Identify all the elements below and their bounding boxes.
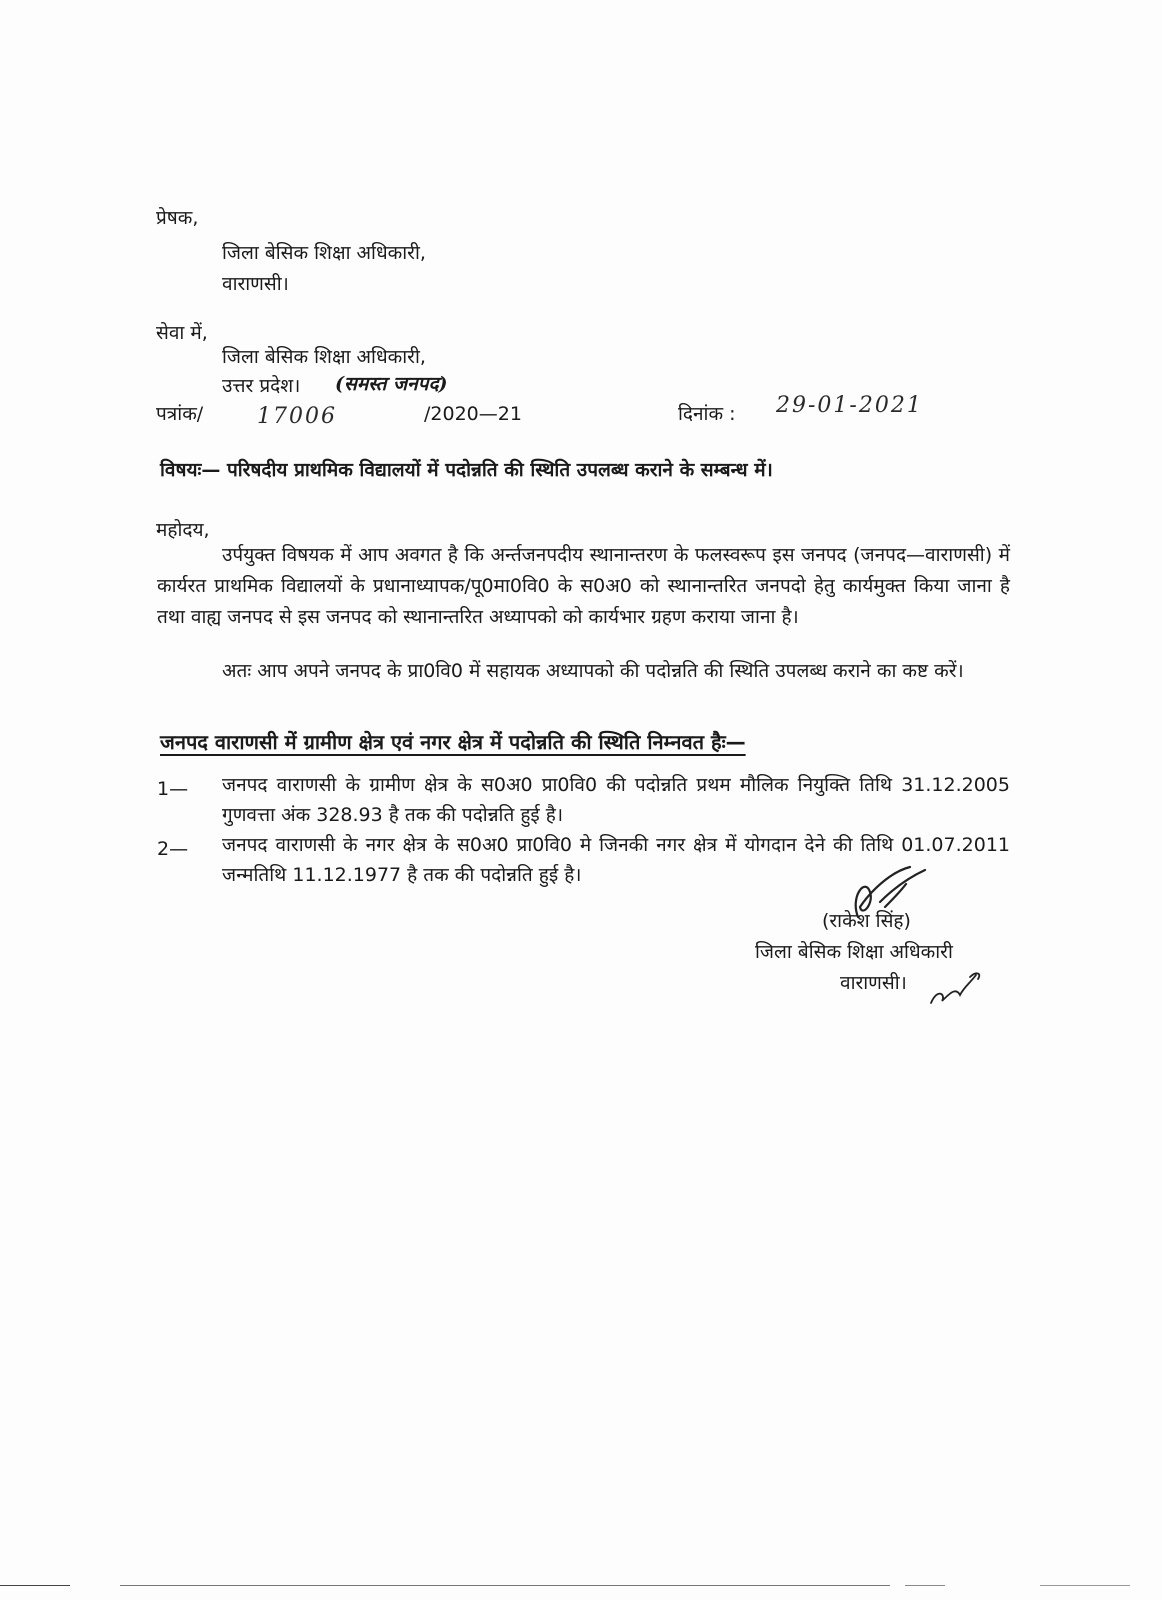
recipient-place: उत्तर प्रदेश।: [222, 375, 301, 397]
body-paragraph-2: अतः आप अपने जनपद के प्रा0वि0 में सहायक अध्यापको की पदोन्नति की स्थिति उपलब्ध कराने का कष्ट करें।: [222, 660, 964, 682]
point-2-number: 2—: [157, 838, 189, 860]
handwritten-reference-number: 17006: [257, 404, 337, 429]
section-heading: जनपद वाराणसी में ग्रामीण क्षेत्र एवं नगर क्षेत्र में पदोन्नति की स्थिति निम्नवत हैः—: [160, 730, 746, 754]
reference-year: /2020—21: [424, 403, 522, 425]
point-1-number: 1—: [157, 778, 189, 800]
initials-scribble: [926, 965, 986, 1010]
recipient-label: सेवा में,: [156, 322, 208, 344]
point-2-text: जनपद वाराणसी के नगर क्षेत्र के स0अ0 प्रा0वि0 मे जिनकी नगर क्षेत्र में योगदान देने की तिथि 01.07.2011 जन्मतिथि 11.12.1977 है तक की पदोन्नति हुई है।: [222, 834, 1010, 886]
sender-designation: जिला बेसिक शिक्षा अधिकारी,: [222, 242, 426, 264]
bottom-rule-middle: [120, 1585, 890, 1586]
handwritten-recipient-note: (समस्त जनपद): [335, 373, 448, 395]
subject: [160, 455, 1098, 485]
signatory-designation: जिला बेसिक शिक्षा अधिकारी: [755, 941, 953, 963]
sender-place: वाराणसी।: [222, 273, 289, 295]
date-label: दिनांक :: [678, 403, 736, 425]
bottom-rule-left: [0, 1585, 70, 1586]
reference-label: पत्रांक/: [156, 403, 204, 425]
sender-label: प्रेषक,: [156, 207, 199, 229]
handwritten-date: 29-01-2021: [776, 393, 923, 418]
bottom-rule-far-right: [1040, 1585, 1130, 1586]
signatory-name: (राकेश सिंह): [822, 910, 911, 932]
recipient-designation: जिला बेसिक शिक्षा अधिकारी,: [222, 346, 426, 368]
salutation: महोदय,: [156, 519, 210, 541]
subject-text: परिषदीय प्राथमिक विद्यालयों में पदोन्नति की स्थिति उपलब्ध कराने के सम्बन्ध में।: [226, 459, 773, 481]
signatory-place: वाराणसी।: [840, 972, 907, 994]
subject-label: विषयः—: [160, 459, 221, 481]
point-1-text: जनपद वाराणसी के ग्रामीण क्षेत्र के स0अ0 प्रा0वि0 की पदोन्नति प्रथम मौलिक नियुक्ति तिथि 31.12.2005 गुणवत्ता अंक 328.93 है तक की पदोन्नति हुई है।: [222, 774, 1010, 826]
bottom-rule-right: [905, 1585, 945, 1586]
body-paragraph-1: उर्पयुक्त विषयक में आप अवगत है कि अर्न्तजनपदीय स्थानान्तरण के फलस्वरूप इस जनपद (जनपद—वाराणसी) में कार्यरत प्राथमिक विद्यालयों के प्रधानाध्यापक/पू0मा0वि0 के स0अ0 को स्थानान्तरित जनपदो हेतु कार्यमुक्त किया जाना है तथा वाह्य जनपद से इस जनपद को स्थानान्तरित अध्यापको को कार्यभार ग्रहण कराया जाना है।: [157, 544, 1010, 628]
